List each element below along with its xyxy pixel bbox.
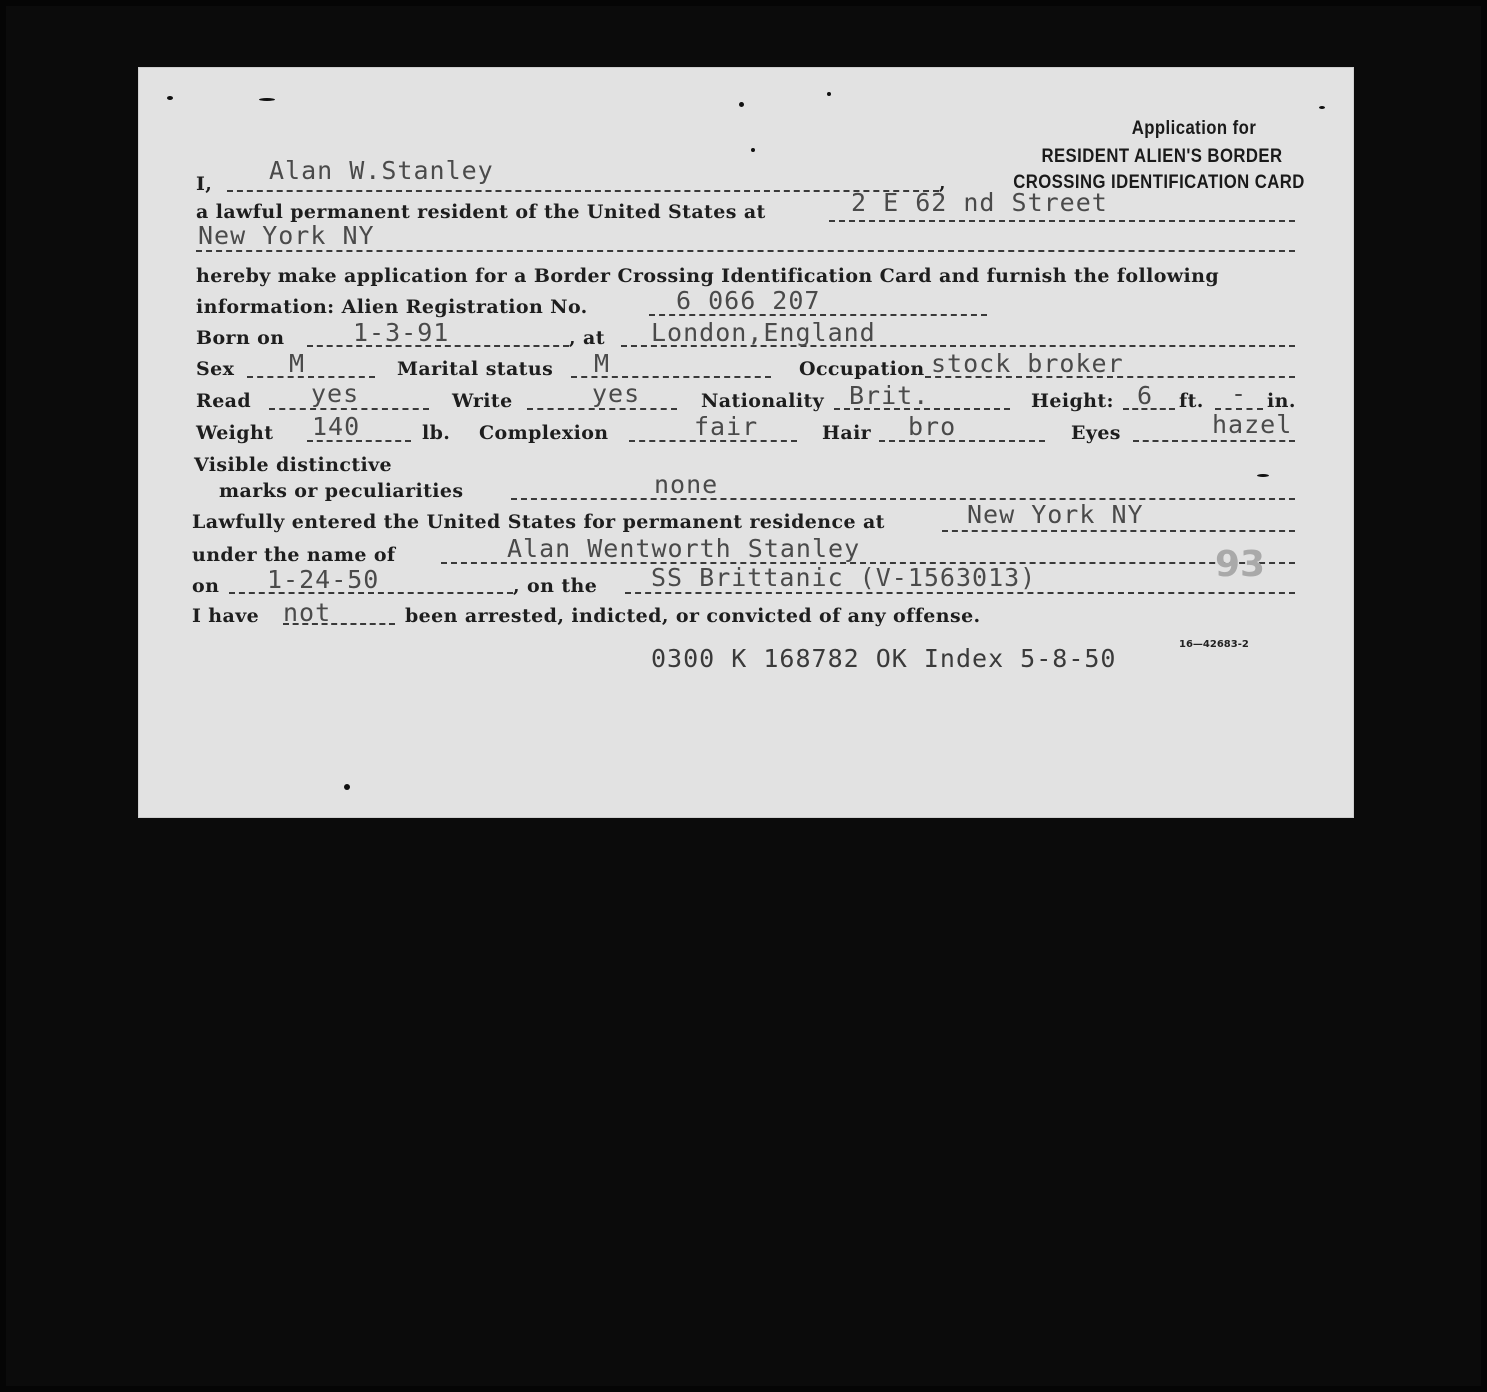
marks-value: none bbox=[654, 470, 719, 499]
read-line bbox=[269, 408, 429, 410]
eyes-line bbox=[1133, 440, 1295, 442]
form-title-line2: RESIDENT ALIEN'S BORDER bbox=[1041, 146, 1283, 167]
index-stamp: 0300 K 168782 OK Index 5-8-50 bbox=[651, 644, 1117, 673]
speck bbox=[259, 98, 275, 101]
eyes-value: hazel bbox=[1212, 410, 1293, 439]
form-title-line1: Application for bbox=[1131, 118, 1257, 139]
sex-line bbox=[247, 376, 375, 378]
height-ft-value: 6 bbox=[1137, 381, 1154, 410]
entry-port-line bbox=[942, 530, 1295, 532]
label-complexion: Complexion bbox=[479, 422, 609, 444]
alien-reg-value: 6 066 207 bbox=[676, 286, 821, 315]
label-visible-distinctive: Visible distinctive bbox=[194, 454, 393, 476]
label-marks-peculiarities: marks or peculiarities bbox=[219, 480, 464, 502]
label-marital-status: Marital status bbox=[397, 358, 554, 380]
label-in: in. bbox=[1267, 390, 1296, 412]
label-lawfully-entered: Lawfully entered the United States for permanent residence at bbox=[192, 511, 885, 533]
speck bbox=[751, 148, 755, 152]
label-lawful-resident: a lawful permanent resident of the United States at bbox=[196, 201, 766, 223]
label-comma: , bbox=[939, 172, 947, 194]
label-eyes: Eyes bbox=[1071, 422, 1121, 444]
address-line-1-value: 2 E 62 nd Street bbox=[851, 188, 1108, 217]
speck bbox=[1257, 474, 1269, 477]
label-on: on bbox=[192, 575, 220, 597]
nationality-value: Brit. bbox=[849, 381, 930, 410]
height-in-value: - bbox=[1231, 379, 1248, 408]
occupation-value: stock broker bbox=[931, 349, 1124, 378]
speck bbox=[1319, 106, 1325, 109]
born-at-value: London,England bbox=[651, 318, 876, 347]
label-on-the: , on the bbox=[513, 575, 598, 597]
label-nationality: Nationality bbox=[701, 390, 825, 412]
label-hereby: hereby make application for a Border Crossing Identification Card and furnish the following bbox=[196, 265, 1220, 287]
sex-value: M bbox=[289, 349, 306, 378]
address-line-2-value: New York NY bbox=[198, 221, 375, 250]
border-crossing-application-card bbox=[139, 68, 1353, 817]
vessel-line bbox=[625, 592, 1295, 594]
speck bbox=[827, 92, 831, 96]
label-born-at: , at bbox=[569, 327, 605, 349]
read-value: yes bbox=[311, 379, 360, 408]
label-born-on: Born on bbox=[196, 327, 285, 349]
write-value: yes bbox=[592, 379, 641, 408]
label-lb: lb. bbox=[422, 422, 451, 444]
applicant-name-value: Alan W.Stanley bbox=[269, 156, 494, 185]
label-sex: Sex bbox=[196, 358, 235, 380]
entry-port-value: New York NY bbox=[967, 500, 1144, 529]
complexion-value: fair bbox=[694, 412, 759, 441]
hair-value: bro bbox=[908, 412, 957, 441]
label-alien-registration: information: Alien Registration No. bbox=[196, 296, 588, 318]
marital-status-value: M bbox=[594, 349, 611, 378]
born-on-value: 1-3-91 bbox=[353, 318, 450, 347]
name-line bbox=[227, 190, 939, 192]
speck bbox=[739, 102, 744, 107]
address-line-2 bbox=[196, 250, 1295, 252]
label-i: I, bbox=[196, 173, 213, 195]
label-hair: Hair bbox=[822, 422, 872, 444]
write-line bbox=[527, 408, 677, 410]
label-under-name: under the name of bbox=[192, 544, 396, 566]
big-number-annotation: 93 bbox=[1215, 544, 1266, 585]
arrest-status-value: not bbox=[283, 598, 332, 627]
marks-line bbox=[511, 498, 1295, 500]
label-height: Height: bbox=[1031, 390, 1114, 412]
speck bbox=[167, 96, 173, 100]
label-ft: ft. bbox=[1179, 390, 1204, 412]
address-line-1 bbox=[829, 220, 1295, 222]
label-read: Read bbox=[196, 390, 252, 412]
vessel-value: SS Brittanic (V-1563013) bbox=[651, 563, 1037, 592]
label-arrested: been arrested, indicted, or convicted of any offense. bbox=[405, 605, 981, 627]
label-weight: Weight bbox=[196, 422, 274, 444]
label-i-have: I have bbox=[192, 605, 260, 627]
hair-line bbox=[879, 440, 1045, 442]
speck bbox=[344, 784, 350, 790]
weight-value: 140 bbox=[312, 412, 361, 441]
form-number: 16—42683-2 bbox=[1179, 639, 1249, 650]
form-title-line3: CROSSING IDENTIFICATION CARD bbox=[1013, 172, 1305, 193]
label-occupation: Occupation bbox=[799, 358, 925, 380]
entry-date-value: 1-24-50 bbox=[267, 565, 380, 594]
label-write: Write bbox=[452, 390, 513, 412]
entry-name-value: Alan Wentworth Stanley bbox=[507, 534, 861, 563]
